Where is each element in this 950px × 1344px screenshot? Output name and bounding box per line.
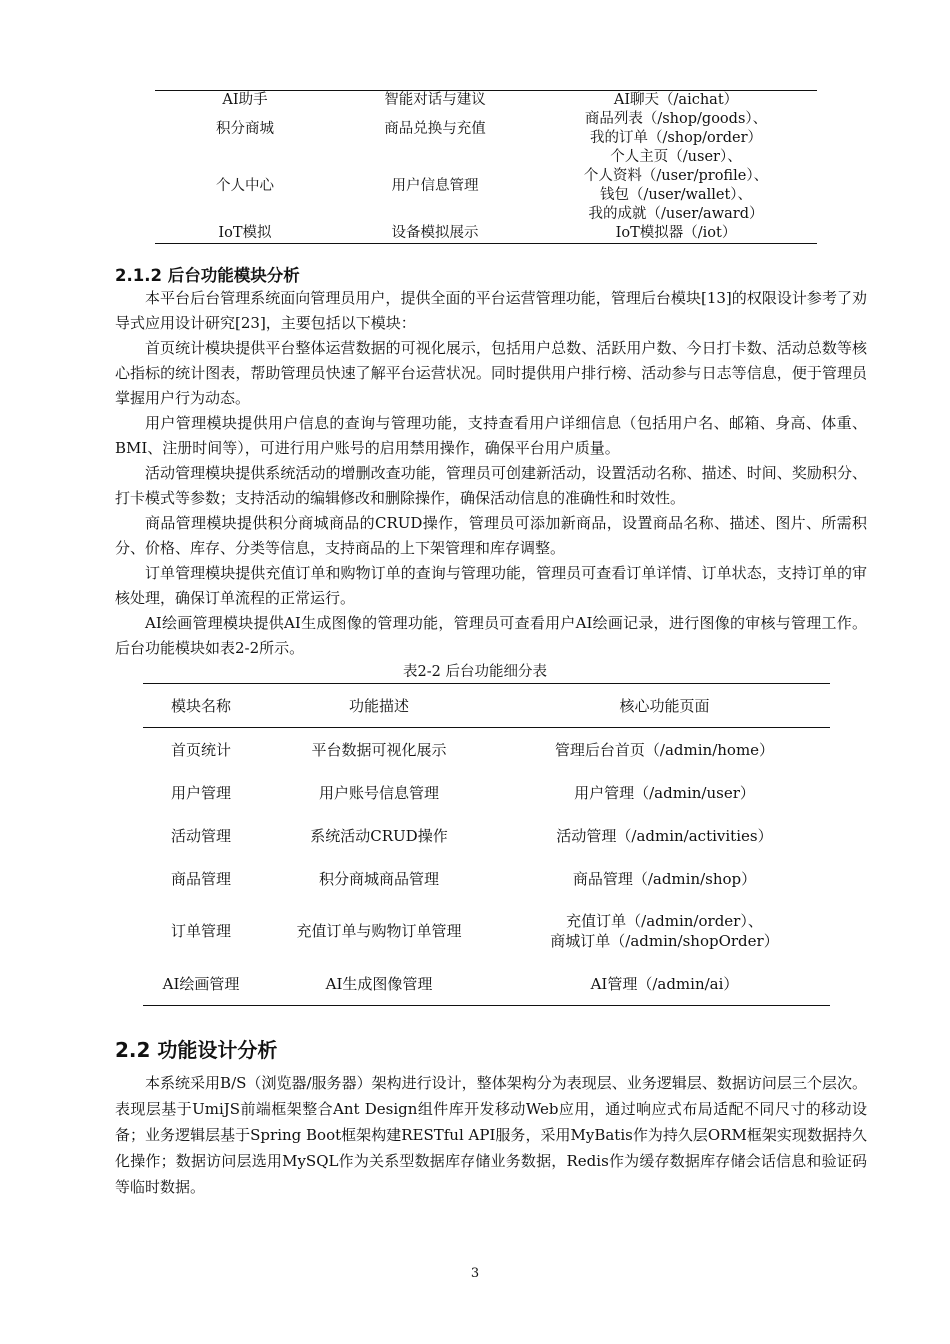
- table-row: [143, 728, 830, 771]
- page-route: 活动管理（/admin/activities）: [556, 826, 773, 845]
- page-route: 我的订单（/shop/order）: [589, 130, 763, 146]
- table-row: [155, 224, 817, 243]
- paragraph: 本平台后台管理系统面向管理员用户，提供全面的平台运营管理功能，管理后台模块[13]的权限设计参考了劝导式应用设计研究[23]，主要包括以下模块：: [115, 289, 867, 332]
- module-name-cell: 用户管理: [170, 783, 231, 802]
- module-name-cell: AI绘画管理: [162, 974, 240, 993]
- core-pages-cell: [499, 740, 830, 760]
- function-desc-cell: 用户信息管理: [391, 177, 479, 194]
- module-name-cell: 活动管理: [170, 826, 231, 845]
- table-header-row: [143, 684, 830, 728]
- table-row: [155, 110, 817, 148]
- paragraph: 用户管理模块提供用户信息的查询与管理功能，支持查看用户详细信息（包括用户名、邮箱、身高、体重、BMI、注册时间等），可进行用户账号的启用禁用操作，确保平台用户质量。: [115, 414, 867, 457]
- table-row: [143, 857, 830, 900]
- core-pages-cell: [499, 869, 830, 889]
- section-body-2-2: [115, 1070, 867, 1200]
- core-pages-cell: [499, 911, 830, 951]
- paragraph: AI绘画管理模块提供AI生成图像的管理功能，管理员可查看用户AI绘画记录，进行图像的审核与管理工作。后台功能模块如表2-2所示。: [115, 614, 867, 657]
- function-desc-cell: 充值订单与购物订单管理: [296, 922, 462, 940]
- page-route: 商城订单（/admin/shopOrder）: [550, 932, 779, 950]
- function-desc-cell: 设备模拟展示: [391, 225, 479, 241]
- page-route: IoT模拟器（/iot）: [615, 225, 737, 241]
- table-row: [143, 962, 830, 1005]
- function-desc-cell: 智能对话与建议: [384, 92, 486, 108]
- page-route: 商品管理（/admin/shop）: [572, 869, 757, 888]
- module-name-cell: AI助手: [222, 92, 268, 108]
- page-route: 个人资料（/user/profile）、: [583, 168, 769, 184]
- paragraph: 商品管理模块提供积分商城商品的CRUD操作，管理员可添加新商品，设置商品名称、描述、图片、所需积分、价格、库存、分类等信息，支持商品的上下架管理和库存调整。: [115, 514, 867, 557]
- core-pages-cell: [535, 148, 817, 224]
- module-name-cell: 首页统计: [170, 740, 231, 759]
- table-row: [143, 771, 830, 814]
- column-header: 功能描述: [348, 696, 409, 715]
- column-header: 核心功能页面: [619, 696, 710, 715]
- page-route: 个人主页（/user）、: [610, 149, 742, 165]
- core-pages-cell: [499, 783, 830, 803]
- table-row: [143, 900, 830, 962]
- table-row: [155, 148, 817, 224]
- module-name-cell: 个人中心: [216, 177, 274, 194]
- table-caption: 表2-2 后台功能细分表: [403, 664, 547, 680]
- function-desc-cell: 系统活动CRUD操作: [310, 826, 448, 845]
- paragraph: 订单管理模块提供充值订单和购物订单的查询与管理功能，管理员可查看订单详情、订单状态，支持订单的审核处理，确保订单流程的正常运行。: [115, 564, 867, 607]
- page-route: 我的成就（/user/award）: [588, 206, 764, 222]
- section-body-2-1-2: [115, 286, 867, 661]
- module-name-cell: 商品管理: [170, 869, 231, 888]
- page-route: AI聊天（/aichat）: [613, 92, 739, 108]
- page-route: 钱包（/user/wallet）、: [599, 187, 753, 203]
- paragraph: 活动管理模块提供系统活动的增删改查功能，管理员可创建新活动，设置活动名称、描述、时间、奖励积分、打卡模式等参数；支持活动的编辑修改和删除操作，确保活动信息的准确性和时效性。: [115, 464, 867, 507]
- function-desc-cell: 用户账号信息管理: [318, 783, 439, 802]
- section-heading-2-2: 2.2 功能设计分析: [115, 1038, 278, 1062]
- page-route: AI管理（/admin/ai）: [590, 974, 739, 993]
- section-heading-2-1-2: 2.1.2 后台功能模块分析: [115, 266, 300, 285]
- core-pages-cell: [499, 974, 830, 994]
- core-pages-cell: [535, 91, 817, 110]
- function-desc-cell: AI生成图像管理: [325, 974, 433, 993]
- paragraph: 本系统采用B/S（浏览器/服务器）架构进行设计，整体架构分为表现层、业务逻辑层、数据访问层三个层次。表现层基于UmiJS前端框架整合Ant Design组件库开发移动Web应用，通过响应式布局适配不同尺寸的移动设备；业务逻辑层基于Spring Boot框架构建RESTful API服务，采用MyBatis作为持久层ORM框架实现数据持久化操作；数据访问层选用MySQL作为关系型数据库存储业务数据，Redis作为缓存数据库存储会话信息和验证码等临时数据。: [115, 1074, 867, 1196]
- core-pages-cell: [499, 826, 830, 846]
- page-route: 用户管理（/admin/user）: [574, 783, 755, 802]
- module-name-cell: 订单管理: [170, 922, 231, 940]
- core-pages-cell: [535, 224, 817, 243]
- module-name-cell: 积分商城: [216, 120, 274, 137]
- page-route: 充值订单（/admin/order）、: [566, 912, 763, 930]
- page-number: 3: [470, 1266, 480, 1281]
- column-header: 模块名称: [170, 696, 231, 715]
- function-desc-cell: 平台数据可视化展示: [311, 740, 447, 759]
- paragraph: 首页统计模块提供平台整体运营数据的可视化展示，包括用户总数、活跃用户数、今日打卡数、活动总数等核心指标的统计图表，帮助管理员快速了解平台运营状况。同时提供用户排行榜、活动参与日志等信息，便于管理员掌握用户行为动态。: [115, 339, 867, 407]
- function-desc-cell: 积分商城商品管理: [318, 869, 439, 888]
- page-route: 商品列表（/shop/goods）、: [584, 111, 768, 127]
- table-row: [143, 814, 830, 857]
- core-pages-cell: [535, 110, 817, 148]
- module-name-cell: IoT模拟: [218, 225, 272, 241]
- backend-module-table: [143, 683, 830, 1006]
- page-route: 管理后台首页（/admin/home）: [554, 740, 775, 759]
- frontend-module-table: [155, 90, 817, 244]
- table-row: [155, 91, 817, 110]
- function-desc-cell: 商品兑换与充值: [384, 120, 486, 137]
